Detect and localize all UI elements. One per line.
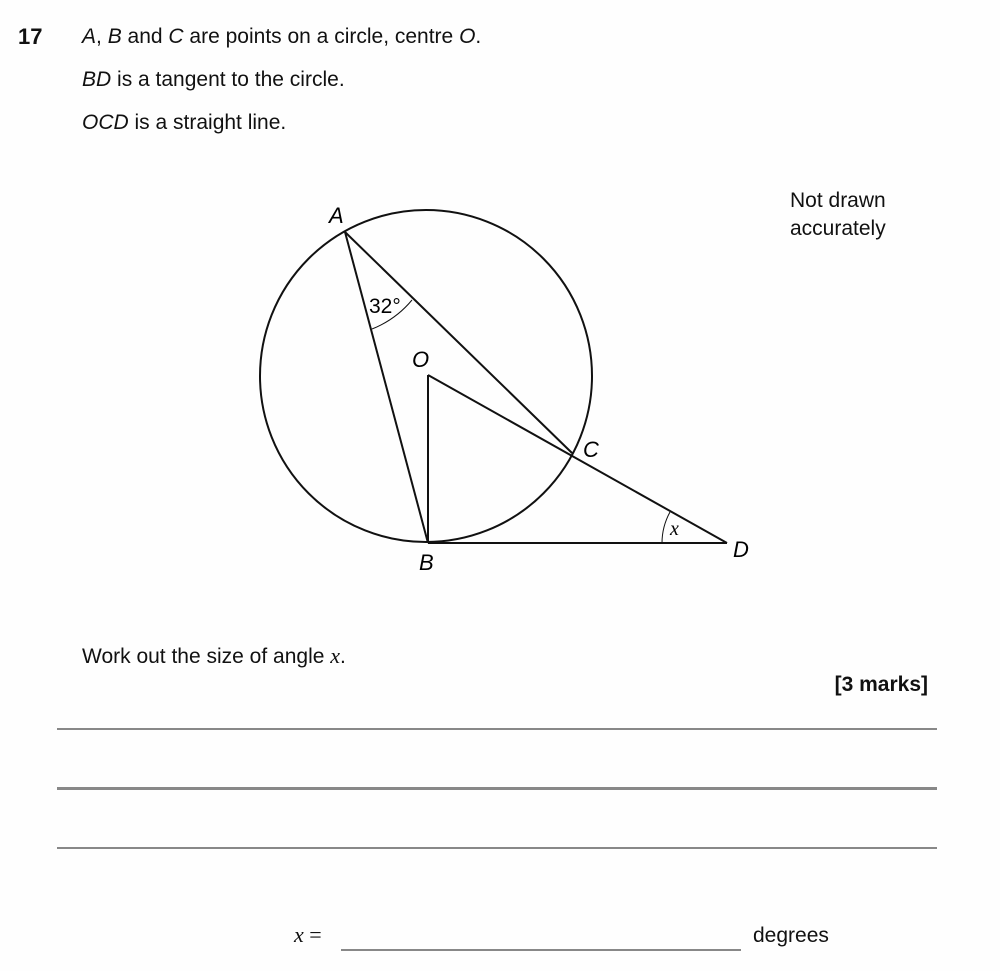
chord-ab — [345, 232, 428, 543]
answer-unit: degrees — [753, 924, 829, 947]
answer-input-line[interactable] — [341, 949, 741, 951]
point-b-ref: B — [107, 25, 122, 48]
working-line-3[interactable] — [57, 847, 937, 849]
question-number: 17 — [18, 24, 43, 49]
text: is a straight line. — [128, 111, 287, 134]
label-b: B — [419, 550, 434, 575]
point-c-ref: C — [168, 25, 184, 48]
point-o-ref: O — [459, 25, 476, 48]
text: is a tangent to the circle. — [111, 68, 345, 91]
chord-ac — [345, 232, 572, 453]
text: . — [475, 25, 482, 48]
text: and — [121, 25, 169, 48]
note-line-2: accurately — [790, 217, 886, 240]
not-drawn-accurately-note — [790, 187, 886, 243]
label-o: O — [412, 347, 430, 372]
text: are points on a circle, centre — [183, 25, 460, 48]
working-line-1[interactable] — [57, 728, 937, 730]
label-d: D — [733, 537, 749, 562]
label-c: C — [583, 437, 599, 462]
working-line-2[interactable] — [57, 787, 937, 790]
angle-d-variable: x — [670, 518, 679, 540]
line-ocd-ref: OCD — [82, 111, 129, 134]
equals-sign: = — [303, 922, 322, 947]
segment-bd-ref: BD — [82, 68, 112, 91]
angle-a-value: 32° — [369, 295, 401, 318]
prompt-variable: x — [330, 643, 341, 668]
prompt-end: . — [340, 645, 346, 668]
prompt-text: Work out the size of angle — [82, 645, 331, 668]
answer-variable: x — [294, 922, 304, 947]
label-a: A — [329, 203, 344, 228]
task-prompt — [82, 643, 346, 669]
line-ocd — [428, 375, 727, 543]
text: , — [96, 25, 108, 48]
angle-arc-d — [662, 512, 670, 543]
note-line-1: Not drawn — [790, 189, 886, 212]
answer-label — [294, 922, 322, 948]
point-a-ref: A — [82, 25, 97, 48]
marks-label: [3 marks] — [834, 673, 928, 696]
circle — [260, 210, 592, 542]
